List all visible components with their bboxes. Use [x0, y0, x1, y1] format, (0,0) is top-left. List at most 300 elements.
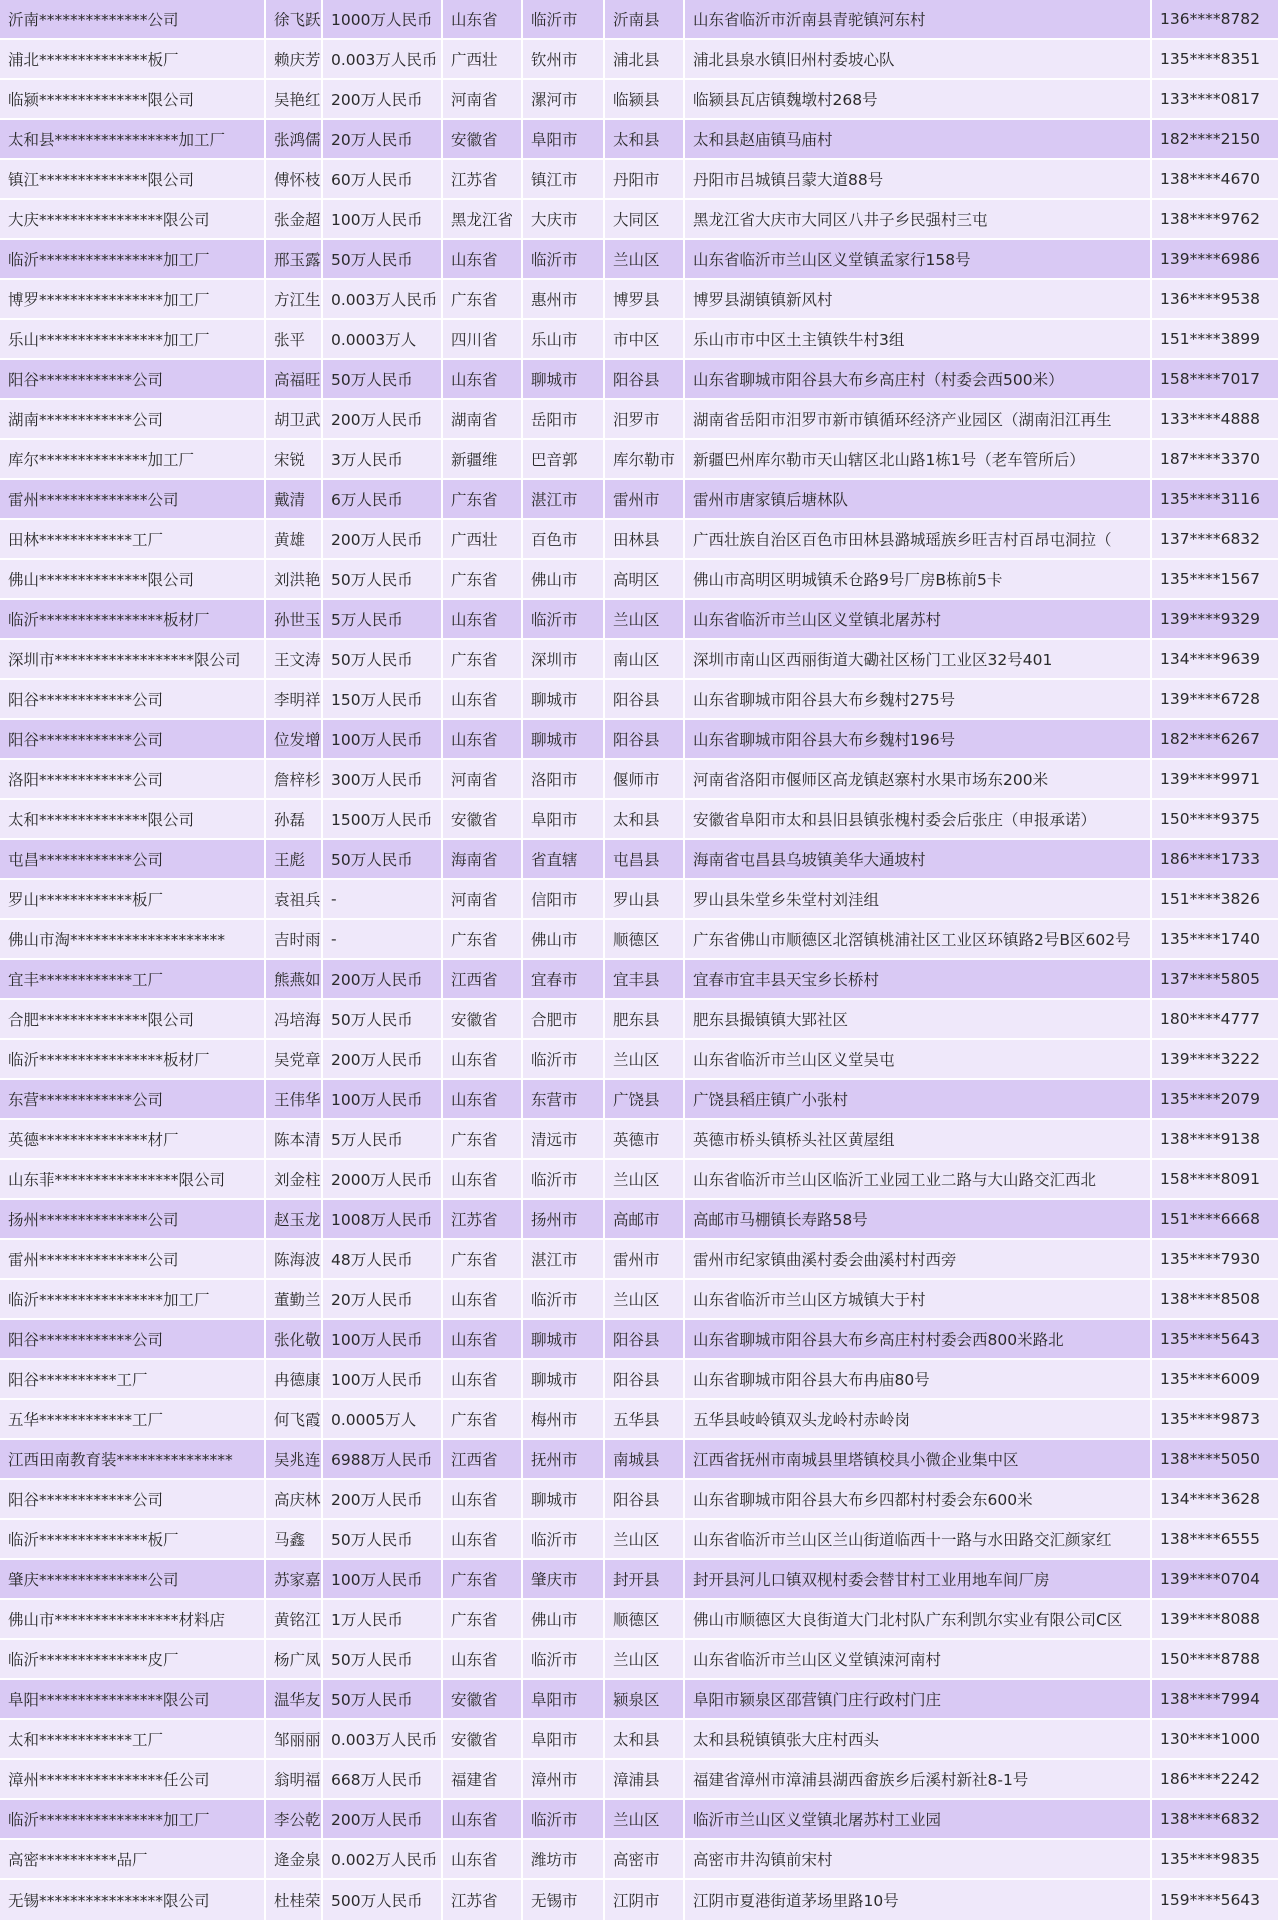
- legal-person-cell: 邢玉露: [266, 240, 323, 280]
- company-name-cell: 阳谷**********工厂: [0, 1360, 266, 1400]
- registered-capital-cell: 200万人民币: [323, 80, 443, 120]
- legal-person-cell: 陈本清: [266, 1120, 323, 1160]
- legal-person-cell: 陈海波: [266, 1240, 323, 1280]
- province-cell: 山东省: [443, 1840, 523, 1880]
- table-row: [0, 1800, 1280, 1840]
- province-cell: 山东省: [443, 1800, 523, 1840]
- province-cell: 广东省: [443, 1400, 523, 1440]
- legal-person-cell: 王文涛: [266, 640, 323, 680]
- legal-person-cell: 高庆林: [266, 1480, 323, 1520]
- company-name-cell: 佛山市淘********************: [0, 920, 266, 960]
- county-cell: 兰山区: [605, 1640, 685, 1680]
- company-name-cell: 镇江**************限公司: [0, 160, 266, 200]
- registered-capital-cell: 100万人民币: [323, 1080, 443, 1120]
- legal-person-cell: 邹丽丽: [266, 1720, 323, 1760]
- city-cell: 临沂市: [523, 240, 605, 280]
- table-row: [0, 160, 1280, 200]
- company-name-cell: 阳谷************公司: [0, 1480, 266, 1520]
- legal-person-cell: 苏家嘉: [266, 1560, 323, 1600]
- province-cell: 广东省: [443, 1600, 523, 1640]
- address-cell: 丹阳市吕城镇吕蒙大道88号: [685, 160, 1152, 200]
- address-cell: 山东省临沂市兰山区方城镇大于村: [685, 1280, 1152, 1320]
- legal-person-cell: 翁明福: [266, 1760, 323, 1800]
- legal-person-cell: 胡卫武: [266, 400, 323, 440]
- province-cell: 新疆维: [443, 440, 523, 480]
- phone-cell: 135****2079: [1152, 1080, 1280, 1120]
- company-name-cell: 肇庆**************公司: [0, 1560, 266, 1600]
- address-cell: 黑龙江省大庆市大同区八井子乡民强村三屯: [685, 200, 1152, 240]
- county-cell: 沂南县: [605, 0, 685, 40]
- legal-person-cell: 张鸿儒: [266, 120, 323, 160]
- table-row: [0, 1840, 1280, 1880]
- address-cell: 博罗县湖镇镇新风村: [685, 280, 1152, 320]
- registered-capital-cell: 100万人民币: [323, 1320, 443, 1360]
- table-row: [0, 1080, 1280, 1120]
- company-name-cell: 东营************公司: [0, 1080, 266, 1120]
- registered-capital-cell: -: [323, 920, 443, 960]
- registered-capital-cell: 0.0005万人: [323, 1400, 443, 1440]
- legal-person-cell: 吴艳红: [266, 80, 323, 120]
- city-cell: 镇江市: [523, 160, 605, 200]
- table-row: [0, 680, 1280, 720]
- phone-cell: 180****4777: [1152, 1000, 1280, 1040]
- address-cell: 太和县赵庙镇马庙村: [685, 120, 1152, 160]
- city-cell: 无锡市: [523, 1880, 605, 1922]
- county-cell: 博罗县: [605, 280, 685, 320]
- company-name-cell: 扬州**************公司: [0, 1200, 266, 1240]
- address-cell: 安徽省阜阳市太和县旧县镇张槐村委会后张庄（申报承诺）: [685, 800, 1152, 840]
- registered-capital-cell: 200万人民币: [323, 1480, 443, 1520]
- city-cell: 湛江市: [523, 480, 605, 520]
- address-cell: 山东省聊城市阳谷县大布乡魏村196号: [685, 720, 1152, 760]
- province-cell: 山东省: [443, 1320, 523, 1360]
- address-cell: 山东省聊城市阳谷县大布乡高庄村（村委会西500米）: [685, 360, 1152, 400]
- registered-capital-cell: 1万人民币: [323, 1600, 443, 1640]
- company-name-cell: 雷州**************公司: [0, 480, 266, 520]
- table-row: [0, 1520, 1280, 1560]
- legal-person-cell: 王彪: [266, 840, 323, 880]
- company-name-cell: 阜阳****************限公司: [0, 1680, 266, 1720]
- table-row: [0, 1160, 1280, 1200]
- registered-capital-cell: 0.0003万人: [323, 320, 443, 360]
- phone-cell: 138****8508: [1152, 1280, 1280, 1320]
- company-name-cell: 田林************工厂: [0, 520, 266, 560]
- table-row: [0, 1200, 1280, 1240]
- legal-person-cell: 赵玉龙: [266, 1200, 323, 1240]
- phone-cell: 186****1733: [1152, 840, 1280, 880]
- address-cell: 山东省临沂市沂南县青驼镇河东村: [685, 0, 1152, 40]
- company-name-cell: 湖南************公司: [0, 400, 266, 440]
- table-row: [0, 80, 1280, 120]
- legal-person-cell: 高福旺: [266, 360, 323, 400]
- address-cell: 广西壮族自治区百色市田林县潞城瑶族乡旺吉村百昂屯洞拉（: [685, 520, 1152, 560]
- county-cell: 大同区: [605, 200, 685, 240]
- legal-person-cell: 刘金柱: [266, 1160, 323, 1200]
- registered-capital-cell: 50万人民币: [323, 240, 443, 280]
- address-cell: 山东省临沂市兰山区义堂吴屯: [685, 1040, 1152, 1080]
- registered-capital-cell: 20万人民币: [323, 1280, 443, 1320]
- county-cell: 兰山区: [605, 1280, 685, 1320]
- table-row: [0, 920, 1280, 960]
- phone-cell: 182****2150: [1152, 120, 1280, 160]
- company-name-cell: 佛山市****************材料店: [0, 1600, 266, 1640]
- registered-capital-cell: 100万人民币: [323, 200, 443, 240]
- legal-person-cell: 黄雄: [266, 520, 323, 560]
- registered-capital-cell: 100万人民币: [323, 1560, 443, 1600]
- phone-cell: 134****3628: [1152, 1480, 1280, 1520]
- phone-cell: 135****9873: [1152, 1400, 1280, 1440]
- registered-capital-cell: 50万人民币: [323, 840, 443, 880]
- county-cell: 阳谷县: [605, 1480, 685, 1520]
- table-row: [0, 1560, 1280, 1600]
- province-cell: 河南省: [443, 80, 523, 120]
- address-cell: 深圳市南山区西丽街道大磡社区杨门工业区32号401: [685, 640, 1152, 680]
- province-cell: 山东省: [443, 1040, 523, 1080]
- county-cell: 阳谷县: [605, 1320, 685, 1360]
- address-cell: 山东省临沂市兰山区兰山街道临西十一路与水田路交汇颜家红: [685, 1520, 1152, 1560]
- registered-capital-cell: 500万人民币: [323, 1880, 443, 1922]
- province-cell: 安徽省: [443, 1000, 523, 1040]
- province-cell: 广东省: [443, 640, 523, 680]
- table-row: [0, 1640, 1280, 1680]
- legal-person-cell: 张金超: [266, 200, 323, 240]
- registered-capital-cell: 50万人民币: [323, 1520, 443, 1560]
- company-name-cell: 临颍**************限公司: [0, 80, 266, 120]
- city-cell: 清远市: [523, 1120, 605, 1160]
- registered-capital-cell: 150万人民币: [323, 680, 443, 720]
- registered-capital-cell: 0.003万人民币: [323, 40, 443, 80]
- phone-cell: 135****9835: [1152, 1840, 1280, 1880]
- county-cell: 五华县: [605, 1400, 685, 1440]
- city-cell: 巴音郭: [523, 440, 605, 480]
- table-row: [0, 1880, 1280, 1922]
- company-name-cell: 阳谷************公司: [0, 720, 266, 760]
- city-cell: 佛山市: [523, 560, 605, 600]
- county-cell: 阳谷县: [605, 680, 685, 720]
- address-cell: 阜阳市颍泉区邵营镇门庄行政村门庄: [685, 1680, 1152, 1720]
- address-cell: 福建省漳州市漳浦县湖西畲族乡后溪村新社8-1号: [685, 1760, 1152, 1800]
- table-row: [0, 1760, 1280, 1800]
- county-cell: 兰山区: [605, 1520, 685, 1560]
- address-cell: 高密市井沟镇前宋村: [685, 1840, 1152, 1880]
- table-row: [0, 840, 1280, 880]
- province-cell: 山东省: [443, 1480, 523, 1520]
- address-cell: 英德市桥头镇桥头社区黄屋组: [685, 1120, 1152, 1160]
- county-cell: 南城县: [605, 1440, 685, 1480]
- province-cell: 广东省: [443, 280, 523, 320]
- address-cell: 山东省临沂市兰山区义堂镇涑河南村: [685, 1640, 1152, 1680]
- phone-cell: 150****9375: [1152, 800, 1280, 840]
- city-cell: 岳阳市: [523, 400, 605, 440]
- legal-person-cell: 袁祖兵: [266, 880, 323, 920]
- city-cell: 聊城市: [523, 1360, 605, 1400]
- address-cell: 雷州市纪家镇曲溪村委会曲溪村村西旁: [685, 1240, 1152, 1280]
- table-row: [0, 640, 1280, 680]
- address-cell: 罗山县朱堂乡朱堂村刘洼组: [685, 880, 1152, 920]
- county-cell: 漳浦县: [605, 1760, 685, 1800]
- province-cell: 山东省: [443, 600, 523, 640]
- table-row: [0, 360, 1280, 400]
- province-cell: 山东省: [443, 240, 523, 280]
- province-cell: 山东省: [443, 1520, 523, 1560]
- county-cell: 颍泉区: [605, 1680, 685, 1720]
- province-cell: 山东省: [443, 1280, 523, 1320]
- phone-cell: 135****1740: [1152, 920, 1280, 960]
- company-name-cell: 临沂****************板材厂: [0, 600, 266, 640]
- company-name-cell: 临沂****************加工厂: [0, 1280, 266, 1320]
- phone-cell: 139****9971: [1152, 760, 1280, 800]
- legal-person-cell: 冉德康: [266, 1360, 323, 1400]
- company-name-cell: 太和**************限公司: [0, 800, 266, 840]
- registered-capital-cell: -: [323, 880, 443, 920]
- phone-cell: 135****6009: [1152, 1360, 1280, 1400]
- city-cell: 临沂市: [523, 1800, 605, 1840]
- county-cell: 兰山区: [605, 240, 685, 280]
- address-cell: 广饶县稻庄镇广小张村: [685, 1080, 1152, 1120]
- table-row: [0, 280, 1280, 320]
- county-cell: 肥东县: [605, 1000, 685, 1040]
- legal-person-cell: 位发增: [266, 720, 323, 760]
- province-cell: 广东省: [443, 480, 523, 520]
- registered-capital-cell: 48万人民币: [323, 1240, 443, 1280]
- province-cell: 四川省: [443, 320, 523, 360]
- legal-person-cell: 傅怀枝: [266, 160, 323, 200]
- table-row: [0, 560, 1280, 600]
- phone-cell: 135****8351: [1152, 40, 1280, 80]
- legal-person-cell: 吴党章: [266, 1040, 323, 1080]
- address-cell: 太和县税镇镇张大庄村西头: [685, 1720, 1152, 1760]
- company-name-cell: 高密**********品厂: [0, 1840, 266, 1880]
- city-cell: 漯河市: [523, 80, 605, 120]
- table-row: [0, 600, 1280, 640]
- legal-person-cell: 马鑫: [266, 1520, 323, 1560]
- company-name-cell: 屯昌************公司: [0, 840, 266, 880]
- city-cell: 临沂市: [523, 0, 605, 40]
- county-cell: 浦北县: [605, 40, 685, 80]
- registered-capital-cell: 50万人民币: [323, 1680, 443, 1720]
- address-cell: 山东省临沂市兰山区义堂镇孟家行158号: [685, 240, 1152, 280]
- province-cell: 河南省: [443, 880, 523, 920]
- county-cell: 兰山区: [605, 1160, 685, 1200]
- county-cell: 雷州市: [605, 480, 685, 520]
- legal-person-cell: 何飞霞: [266, 1400, 323, 1440]
- company-name-cell: 沂南**************公司: [0, 0, 266, 40]
- city-cell: 潍坊市: [523, 1840, 605, 1880]
- province-cell: 河南省: [443, 760, 523, 800]
- table-row: [0, 320, 1280, 360]
- table-row: [0, 40, 1280, 80]
- address-cell: 新疆巴州库尔勒市天山辖区北山路1栋1号（老车管所后）: [685, 440, 1152, 480]
- company-name-cell: 无锡****************限公司: [0, 1880, 266, 1922]
- table-row: [0, 720, 1280, 760]
- county-cell: 广饶县: [605, 1080, 685, 1120]
- company-name-cell: 阳谷************公司: [0, 360, 266, 400]
- company-name-cell: 洛阳************公司: [0, 760, 266, 800]
- legal-person-cell: 张化敬: [266, 1320, 323, 1360]
- county-cell: 高明区: [605, 560, 685, 600]
- address-cell: 海南省屯昌县乌坡镇美华大通坡村: [685, 840, 1152, 880]
- table-row: [0, 1320, 1280, 1360]
- address-cell: 临沂市兰山区义堂镇北屠苏村工业园: [685, 1800, 1152, 1840]
- company-name-cell: 浦北**************板厂: [0, 40, 266, 80]
- address-cell: 山东省聊城市阳谷县大布乡魏村275号: [685, 680, 1152, 720]
- province-cell: 江苏省: [443, 1200, 523, 1240]
- phone-cell: 138****5050: [1152, 1440, 1280, 1480]
- county-cell: 封开县: [605, 1560, 685, 1600]
- city-cell: 漳州市: [523, 1760, 605, 1800]
- address-cell: 雷州市唐家镇后塘林队: [685, 480, 1152, 520]
- province-cell: 安徽省: [443, 1720, 523, 1760]
- county-cell: 库尔勒市: [605, 440, 685, 480]
- registered-capital-cell: 6万人民币: [323, 480, 443, 520]
- registered-capital-cell: 50万人民币: [323, 360, 443, 400]
- city-cell: 聊城市: [523, 680, 605, 720]
- table-row: [0, 1280, 1280, 1320]
- company-name-cell: 江西田南教育装***************: [0, 1440, 266, 1480]
- county-cell: 南山区: [605, 640, 685, 680]
- phone-cell: 158****8091: [1152, 1160, 1280, 1200]
- county-cell: 江阴市: [605, 1880, 685, 1922]
- registered-capital-cell: 20万人民币: [323, 120, 443, 160]
- city-cell: 聊城市: [523, 1480, 605, 1520]
- province-cell: 福建省: [443, 1760, 523, 1800]
- table-row: [0, 520, 1280, 560]
- company-name-cell: 雷州**************公司: [0, 1240, 266, 1280]
- registered-capital-cell: 3万人民币: [323, 440, 443, 480]
- legal-person-cell: 张平: [266, 320, 323, 360]
- county-cell: 阳谷县: [605, 360, 685, 400]
- county-cell: 雷州市: [605, 1240, 685, 1280]
- phone-cell: 138****6832: [1152, 1800, 1280, 1840]
- phone-cell: 139****3222: [1152, 1040, 1280, 1080]
- phone-cell: 134****9639: [1152, 640, 1280, 680]
- city-cell: 合肥市: [523, 1000, 605, 1040]
- phone-cell: 151****3826: [1152, 880, 1280, 920]
- registered-capital-cell: 50万人民币: [323, 560, 443, 600]
- province-cell: 广东省: [443, 560, 523, 600]
- county-cell: 丹阳市: [605, 160, 685, 200]
- registered-capital-cell: 1008万人民币: [323, 1200, 443, 1240]
- city-cell: 佛山市: [523, 1600, 605, 1640]
- registered-capital-cell: 50万人民币: [323, 640, 443, 680]
- legal-person-cell: 王伟华: [266, 1080, 323, 1120]
- county-cell: 高密市: [605, 1840, 685, 1880]
- county-cell: 偃师市: [605, 760, 685, 800]
- registered-capital-cell: 60万人民币: [323, 160, 443, 200]
- phone-cell: 139****6728: [1152, 680, 1280, 720]
- company-name-cell: 临沂****************加工厂: [0, 1800, 266, 1840]
- address-cell: 宜春市宜丰县天宝乡长桥村: [685, 960, 1152, 1000]
- legal-person-cell: 方江生: [266, 280, 323, 320]
- registered-capital-cell: 1000万人民币: [323, 0, 443, 40]
- address-cell: 佛山市高明区明城镇禾仓路9号厂房B栋前5卡: [685, 560, 1152, 600]
- province-cell: 江苏省: [443, 1880, 523, 1922]
- city-cell: 宜春市: [523, 960, 605, 1000]
- registered-capital-cell: 50万人民币: [323, 1000, 443, 1040]
- legal-person-cell: 熊燕如: [266, 960, 323, 1000]
- company-name-cell: 临沂****************板材厂: [0, 1040, 266, 1080]
- registered-capital-cell: 6988万人民币: [323, 1440, 443, 1480]
- address-cell: 山东省聊城市阳谷县大布乡高庄村村委会西800米路北: [685, 1320, 1152, 1360]
- phone-cell: 130****1000: [1152, 1720, 1280, 1760]
- table-row: [0, 1120, 1280, 1160]
- city-cell: 抚州市: [523, 1440, 605, 1480]
- table-row: [0, 1360, 1280, 1400]
- city-cell: 湛江市: [523, 1240, 605, 1280]
- city-cell: 临沂市: [523, 1040, 605, 1080]
- province-cell: 山东省: [443, 1360, 523, 1400]
- province-cell: 江西省: [443, 1440, 523, 1480]
- province-cell: 广东省: [443, 1560, 523, 1600]
- province-cell: 黑龙江省: [443, 200, 523, 240]
- phone-cell: 138****7994: [1152, 1680, 1280, 1720]
- county-cell: 兰山区: [605, 1800, 685, 1840]
- phone-cell: 135****5643: [1152, 1320, 1280, 1360]
- province-cell: 山东省: [443, 1160, 523, 1200]
- province-cell: 广东省: [443, 1120, 523, 1160]
- address-cell: 山东省聊城市阳谷县大布冉庙80号: [685, 1360, 1152, 1400]
- address-cell: 山东省临沂市兰山区临沂工业园工业二路与大山路交汇西北: [685, 1160, 1152, 1200]
- province-cell: 广东省: [443, 1240, 523, 1280]
- address-cell: 江阴市夏港街道茅场里路10号: [685, 1880, 1152, 1922]
- phone-cell: 137****5805: [1152, 960, 1280, 1000]
- table-row: [0, 0, 1280, 40]
- phone-cell: 187****3370: [1152, 440, 1280, 480]
- table-row: [0, 440, 1280, 480]
- legal-person-cell: 孙世玉: [266, 600, 323, 640]
- registered-capital-cell: 100万人民币: [323, 720, 443, 760]
- province-cell: 山东省: [443, 1640, 523, 1680]
- province-cell: 安徽省: [443, 120, 523, 160]
- city-cell: 乐山市: [523, 320, 605, 360]
- registered-capital-cell: 5万人民币: [323, 600, 443, 640]
- address-cell: 高邮市马棚镇长寿路58号: [685, 1200, 1152, 1240]
- table-row: [0, 1400, 1280, 1440]
- company-name-cell: 太和县****************加工厂: [0, 120, 266, 160]
- province-cell: 广西壮: [443, 520, 523, 560]
- registered-capital-cell: 1500万人民币: [323, 800, 443, 840]
- city-cell: 佛山市: [523, 920, 605, 960]
- address-cell: 佛山市顺德区大良街道大门北村队广东利凯尔实业有限公司C区: [685, 1600, 1152, 1640]
- table-row: [0, 800, 1280, 840]
- county-cell: 汨罗市: [605, 400, 685, 440]
- phone-cell: 137****6832: [1152, 520, 1280, 560]
- phone-cell: 186****2242: [1152, 1760, 1280, 1800]
- table-row: [0, 120, 1280, 160]
- company-name-cell: 库尔**************加工厂: [0, 440, 266, 480]
- company-name-cell: 阳谷************公司: [0, 680, 266, 720]
- legal-person-cell: 冯培海: [266, 1000, 323, 1040]
- province-cell: 山东省: [443, 1080, 523, 1120]
- legal-person-cell: 徐飞跃: [266, 0, 323, 40]
- table-row: [0, 880, 1280, 920]
- table-row: [0, 400, 1280, 440]
- registered-capital-cell: 200万人民币: [323, 1040, 443, 1080]
- company-name-cell: 漳州****************任公司: [0, 1760, 266, 1800]
- registered-capital-cell: 668万人民币: [323, 1760, 443, 1800]
- county-cell: 兰山区: [605, 1040, 685, 1080]
- company-name-cell: 五华************工厂: [0, 1400, 266, 1440]
- company-name-cell: 临沂**************皮厂: [0, 1640, 266, 1680]
- city-cell: 深圳市: [523, 640, 605, 680]
- city-cell: 临沂市: [523, 1520, 605, 1560]
- company-name-cell: 英德**************材厂: [0, 1120, 266, 1160]
- county-cell: 屯昌县: [605, 840, 685, 880]
- legal-person-cell: 刘洪艳: [266, 560, 323, 600]
- province-cell: 山东省: [443, 0, 523, 40]
- registered-capital-cell: 5万人民币: [323, 1120, 443, 1160]
- city-cell: 洛阳市: [523, 760, 605, 800]
